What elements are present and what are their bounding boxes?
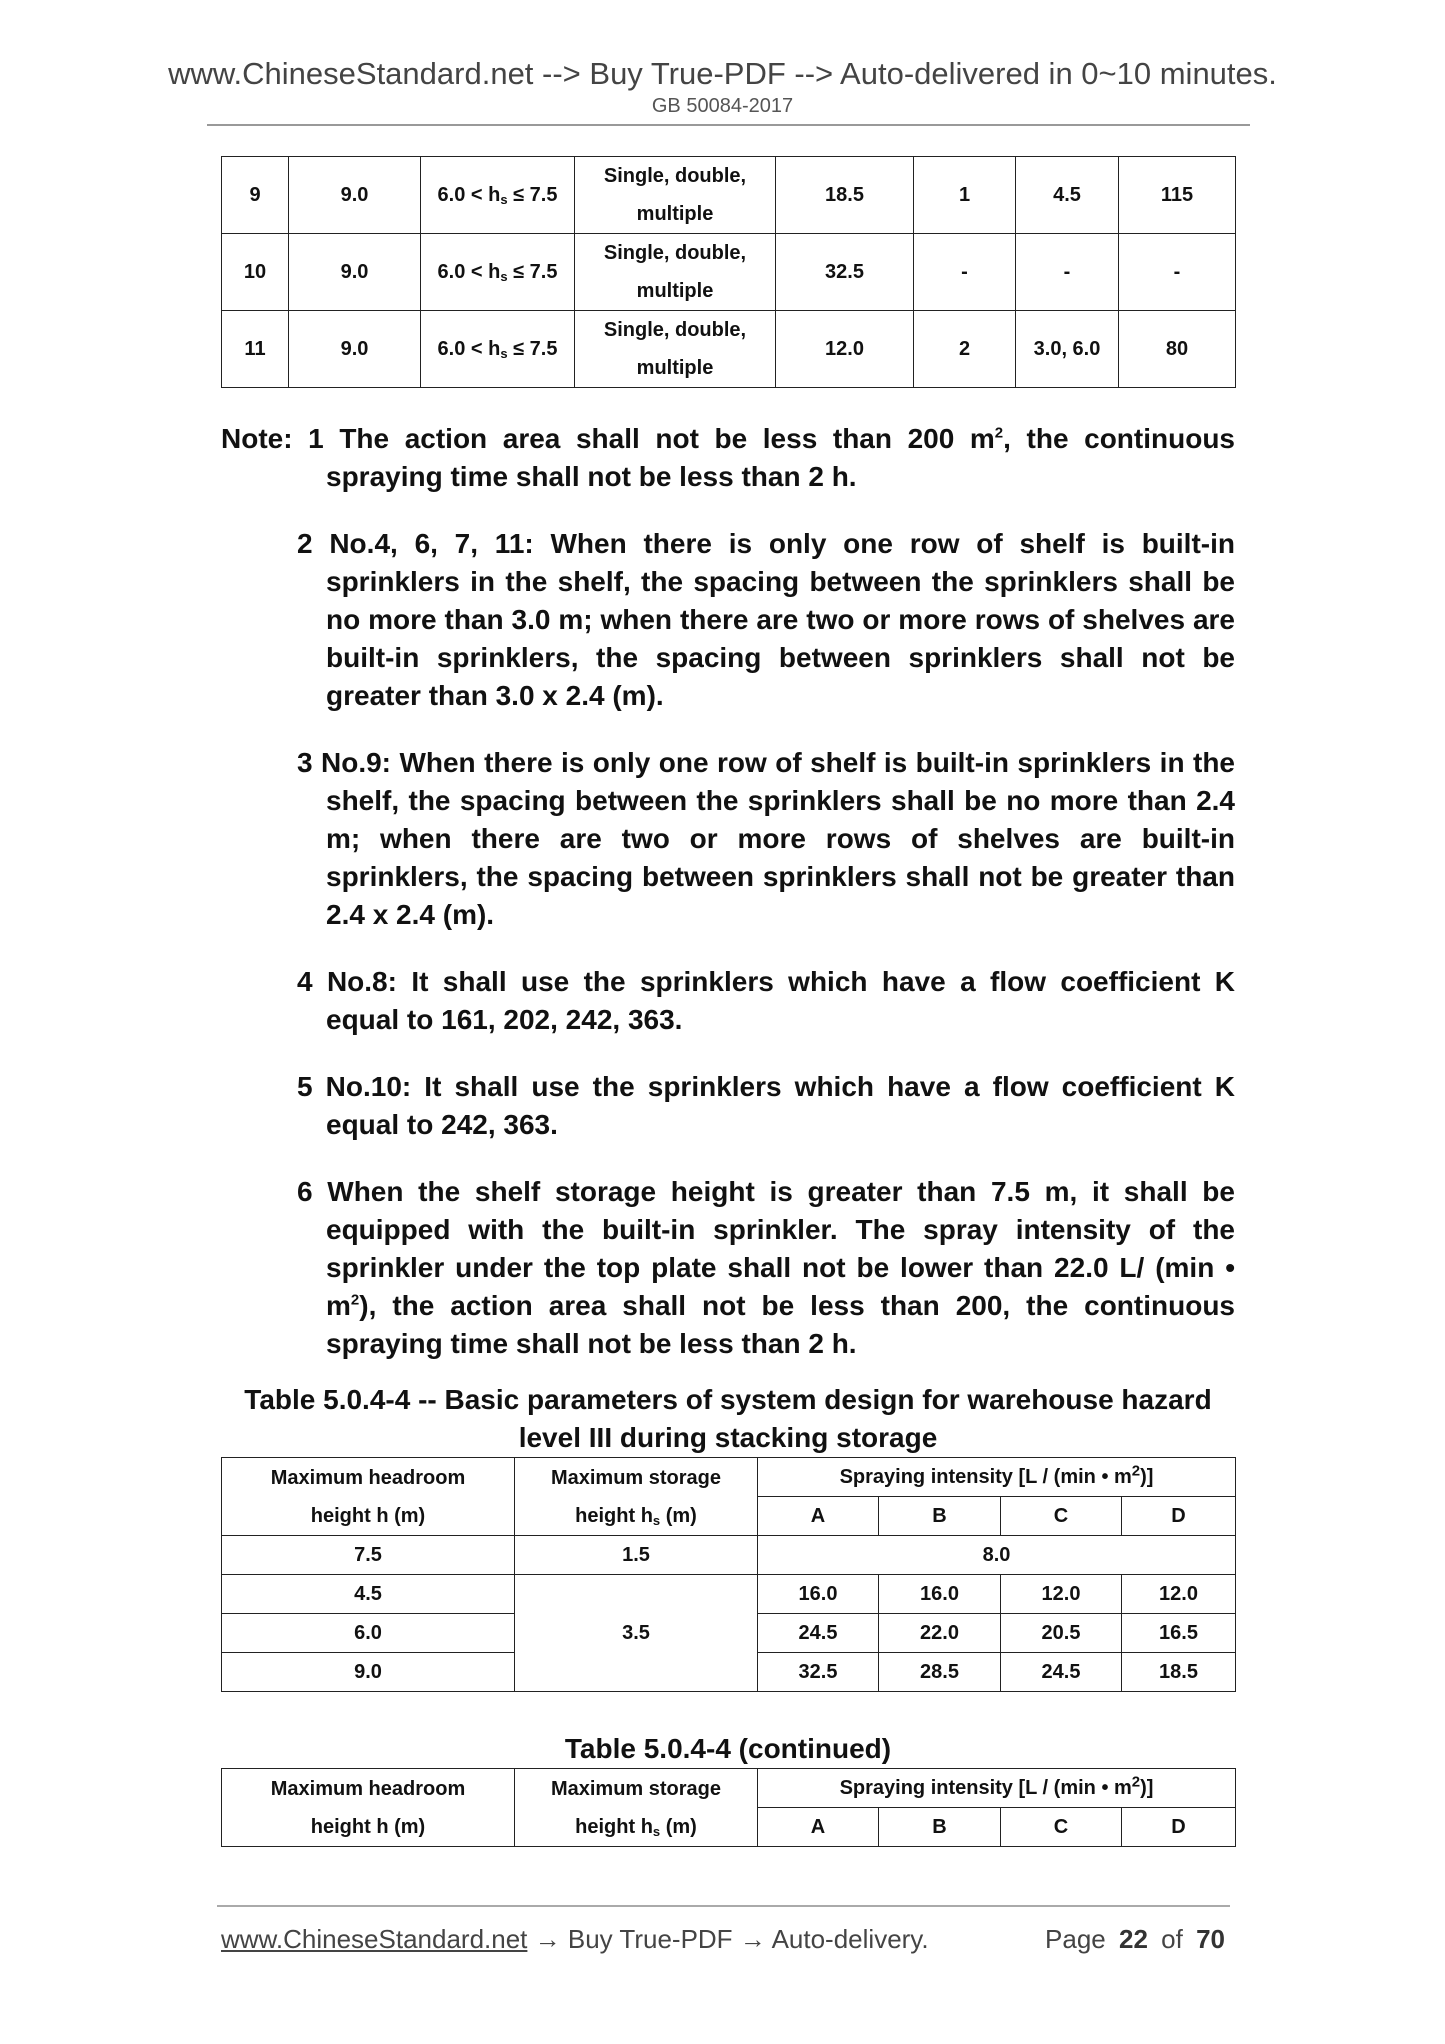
header-line: Maximum storage <box>550 1777 722 1800</box>
cell-flow: 115 <box>1119 157 1236 234</box>
table-row <box>222 1536 1236 1575</box>
cell-intensity: 32.5 <box>758 1653 879 1692</box>
table-continued-caption: Table 5.0.4-4 (continued) <box>564 1733 892 1764</box>
note-1 <box>221 420 1235 496</box>
header-line: Maximum storage <box>550 1466 722 1489</box>
cell-rows: 1 <box>914 157 1016 234</box>
table-caption: Table 5.0.4-4 -- Basic parameters of system design for warehouse hazard level III during stacking storage <box>244 1384 1212 1453</box>
header-headroom <box>222 1769 515 1847</box>
cell-h: 4.5 <box>222 1575 515 1614</box>
standard-code: GB 50084-2017 <box>651 95 794 117</box>
cell-hs <box>421 311 575 388</box>
cell-intensity: 16.5 <box>1122 1614 1236 1653</box>
cell-intensity: 28.5 <box>879 1653 1001 1692</box>
cell-height: 3.0, 6.0 <box>1016 311 1119 388</box>
header-sup: 2 <box>1131 1461 1141 1479</box>
cell-hs: 3.5 <box>515 1575 758 1692</box>
header-class: A <box>758 1808 879 1847</box>
table-row <box>222 1575 1236 1614</box>
cell-intensity: 24.5 <box>1001 1653 1122 1692</box>
cell-h: 7.5 <box>222 1536 515 1575</box>
table-row <box>222 234 1236 311</box>
note-1-text: Note: 1 The action area shall not be less than 200 m <box>221 423 995 454</box>
cell-no: 10 <box>222 234 289 311</box>
footer-link[interactable]: www.ChineseStandard.net <box>221 1924 528 1954</box>
header-text: )] <box>1140 1776 1154 1799</box>
cell-intensity: 12.0 <box>1122 1575 1236 1614</box>
page-current: 22 <box>1119 1924 1148 1954</box>
cell-h: 9.0 <box>222 1653 515 1692</box>
cell-intensity: 12.0 <box>776 311 914 388</box>
hs-sub: s <box>500 192 508 207</box>
type-line-1: Single, double, <box>603 242 747 264</box>
header-class: C <box>1001 1497 1122 1536</box>
page-number <box>1045 1924 1225 1955</box>
cell-h: 6.0 <box>222 1614 515 1653</box>
cell-storage-type <box>575 234 776 311</box>
header-line <box>515 1808 757 1846</box>
sprinkler-table-continued <box>221 156 1236 388</box>
cell-intensity: 18.5 <box>1122 1653 1236 1692</box>
header-text: Spraying intensity [L / (min • m <box>839 1776 1132 1799</box>
header-divider <box>207 124 1250 126</box>
note-1-text-end: , the continuous spraying time shall not be less than 2 h. <box>326 423 1235 492</box>
cell-intensity: 20.5 <box>1001 1614 1122 1653</box>
note-1-sup: 2 <box>994 424 1004 442</box>
page-of: of <box>1161 1924 1183 1954</box>
cell-height: 4.5 <box>1016 157 1119 234</box>
header-text: (m) <box>660 1504 697 1527</box>
type-line-2: multiple <box>636 280 714 302</box>
header-class: D <box>1122 1497 1236 1536</box>
header-line: height h (m) <box>310 1815 426 1838</box>
header-line: Maximum headroom <box>270 1777 466 1800</box>
header-storage <box>515 1458 758 1536</box>
note-4: 4 No.8: It shall use the sprinklers which have a flow coefficient K equal to 161, 202, 242, 363. <box>297 966 1235 1035</box>
cell-hs <box>421 157 575 234</box>
note-5: 5 No.10: It shall use the sprinklers which have a flow coefficient K equal to 242, 363. <box>297 1071 1235 1140</box>
header-line <box>515 1497 757 1535</box>
cell-h: 9.0 <box>289 157 421 234</box>
cell-intensity: 16.0 <box>758 1575 879 1614</box>
header-banner: www.ChineseStandard.net --> Buy True-PDF --> Auto-delivered in 0~10 minutes. <box>168 56 1277 91</box>
type-line-2: multiple <box>636 357 714 379</box>
hs-sub: s <box>652 1512 661 1528</box>
content-column <box>221 420 1235 1847</box>
cell-no: 11 <box>222 311 289 388</box>
cell-intensity: 22.0 <box>879 1614 1001 1653</box>
hs-sub: s <box>500 269 508 284</box>
header-spraying <box>758 1769 1236 1808</box>
note-6-sup: 2 <box>350 1291 360 1309</box>
table-row <box>222 157 1236 234</box>
cell-height: - <box>1016 234 1119 311</box>
cell-intensity: 16.0 <box>879 1575 1001 1614</box>
type-line-2: multiple <box>636 203 714 225</box>
cell-flow: - <box>1119 234 1236 311</box>
header-class: D <box>1122 1808 1236 1847</box>
cell-no: 9 <box>222 157 289 234</box>
cell-flow: 80 <box>1119 311 1236 388</box>
cell-intensity: 24.5 <box>758 1614 879 1653</box>
hs-low: 6.0 < h <box>437 261 501 283</box>
note-6 <box>297 1173 1235 1363</box>
note-6-text-end: ), the action area shall not be less than 200, the continuous spraying time shall not be less than 2 h. <box>326 1290 1235 1359</box>
cell-hs: 1.5 <box>515 1536 758 1575</box>
cell-intensity-all: 8.0 <box>758 1536 1236 1575</box>
hs-high: ≤ 7.5 <box>513 338 558 360</box>
cell-storage-type <box>575 311 776 388</box>
page-total: 70 <box>1196 1924 1225 1954</box>
header-storage <box>515 1769 758 1847</box>
cell-rows: - <box>914 234 1016 311</box>
cell-intensity: 12.0 <box>1001 1575 1122 1614</box>
header-class: A <box>758 1497 879 1536</box>
header-text: (m) <box>660 1815 697 1838</box>
stacking-storage-table <box>221 1457 1236 1692</box>
type-line-1: Single, double, <box>603 165 747 187</box>
header-sup: 2 <box>1131 1772 1141 1790</box>
hs-sub: s <box>652 1823 661 1839</box>
cell-intensity: 18.5 <box>776 157 914 234</box>
header-text: height h <box>575 1815 653 1838</box>
stacking-storage-table-continued <box>221 1768 1236 1847</box>
cell-h: 9.0 <box>289 234 421 311</box>
header-text: Spraying intensity [L / (min • m <box>839 1465 1132 1488</box>
hs-high: ≤ 7.5 <box>513 261 558 283</box>
hs-low: 6.0 < h <box>437 184 501 206</box>
cell-rows: 2 <box>914 311 1016 388</box>
table-row <box>222 311 1236 388</box>
header-line: height h (m) <box>310 1504 426 1527</box>
type-line-1: Single, double, <box>603 319 747 341</box>
header-text: height h <box>575 1504 653 1527</box>
header-text: )] <box>1140 1465 1154 1488</box>
header-class: C <box>1001 1808 1122 1847</box>
note-3: 3 No.9: When there is only one row of shelf is built-in sprinklers in the shelf, the spacing between the sprinklers shall be no more than 2.4 m; when there are two or more rows of shelves are built-in sprinklers, the spacing between sprinklers shall not be greater than 2.4 x 2.4 (m). <box>297 747 1235 930</box>
header-class: B <box>879 1497 1001 1536</box>
header-spraying <box>758 1458 1236 1497</box>
cell-intensity: 32.5 <box>776 234 914 311</box>
hs-high: ≤ 7.5 <box>513 184 558 206</box>
header-row <box>222 1458 1236 1497</box>
page-label: Page <box>1045 1924 1106 1954</box>
hs-sub: s <box>500 346 508 361</box>
footer-divider <box>217 1905 1230 1907</box>
note-2: 2 No.4, 6, 7, 11: When there is only one row of shelf is built-in sprinklers in the shelf, the spacing between the sprinklers shall be no more than 3.0 m; when there are two or more rows of shelves are built-in sprinklers, the spacing between sprinklers shall not be greater than 3.0 x 2.4 (m). <box>297 528 1235 711</box>
header-headroom <box>222 1458 515 1536</box>
footer-text <box>221 1924 929 1955</box>
cell-h: 9.0 <box>289 311 421 388</box>
header-row <box>222 1769 1236 1808</box>
cell-storage-type <box>575 157 776 234</box>
header-class: B <box>879 1808 1001 1847</box>
hs-low: 6.0 < h <box>437 338 501 360</box>
header-line: Maximum headroom <box>270 1466 466 1489</box>
note-6-text: 6 When the shelf storage height is greater than 7.5 m, it shall be equipped with the built-in sprinkler. The spray intensity of the sprinkler under the top plate shall not be lower than 22.0 L/ (min • m <box>297 1176 1235 1321</box>
footer-rest: → Buy True-PDF → Auto-delivery. <box>527 1924 929 1954</box>
cell-hs <box>421 234 575 311</box>
